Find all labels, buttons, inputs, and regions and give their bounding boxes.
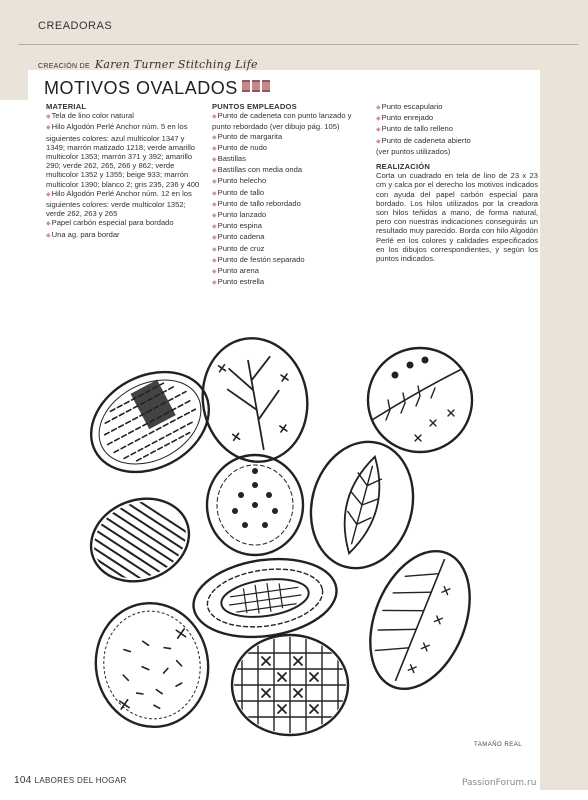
spool-icon bbox=[242, 80, 250, 92]
motif-seed-stitch-circle bbox=[86, 594, 218, 736]
spool-icon bbox=[252, 80, 260, 92]
motif-feather-oval bbox=[351, 536, 488, 703]
watermark: PassionForum.ru bbox=[462, 778, 537, 788]
credit-name: Karen Turner Stitching Life bbox=[94, 58, 258, 71]
realizacion-heading: REALIZACIÓN bbox=[376, 162, 431, 172]
punto-item: ◆ Punto helecho bbox=[212, 176, 372, 187]
punto-item: ◆ Bastillas bbox=[212, 154, 372, 165]
credit-line bbox=[38, 58, 258, 71]
punto-item: ◆ Bastillas con media onda bbox=[212, 165, 372, 176]
spool-icon bbox=[262, 80, 270, 92]
material-item: ◆ Tela de lino color natural bbox=[46, 111, 204, 122]
size-caption: TAMAÑO REAL bbox=[474, 742, 523, 748]
punto-item: ◆ Punto de nudo bbox=[212, 143, 372, 154]
credit-prefix: CREACIÓN DE bbox=[38, 63, 90, 70]
puntos-heading: PUNTOS EMPLEADOS bbox=[212, 102, 297, 111]
motif-knots-oval bbox=[207, 455, 303, 555]
punto-item: ◆ Punto de cadeneta con punto lanzado y punto rebordado (ver dibujo pág. 105) bbox=[212, 111, 372, 131]
page-number: 104 bbox=[14, 775, 32, 786]
puntos-column bbox=[212, 102, 372, 288]
punto-item: ◆ Punto de tallo bbox=[212, 188, 372, 199]
page-footer bbox=[14, 775, 127, 786]
side-band bbox=[540, 100, 588, 790]
material-heading: MATERIAL bbox=[46, 102, 87, 111]
magazine-name: LABORES DEL HOGAR bbox=[34, 776, 127, 785]
punto-item: ◆ Punto de tallo rebordado bbox=[212, 199, 372, 210]
puntos-note: (ver puntos utilizados) bbox=[376, 146, 451, 156]
motif-leaf-oval bbox=[297, 430, 427, 580]
realizacion-column bbox=[376, 102, 538, 263]
oval-motifs-illustration bbox=[80, 330, 500, 740]
material-item: ◆ Hilo Algodón Perlé Anchor núm. 5 en los siguientes colores: azul multicolor 1347 y 1349; marrón matizado 1218; verde amarillo multicolor 1353; marrón 371 y 392; amarillo 290; verde 262, 265, 266 y 862; verde multicolor 1352 y 1355; beige 933; marrón multicolor 1390; blanco 2; gris 235, 236 y 400 bbox=[46, 122, 204, 188]
punto-item: ◆ Punto espina bbox=[212, 221, 372, 232]
header-rule bbox=[18, 44, 578, 45]
realizacion-text: Corta un cuadrado en tela de lino de 23 x 23 cm y calca por el derecho los motivos indicados con ayuda del papel carbón especial para bordado. Los hilos utilizados por la creadora son hilos teñidos a mano, de forma natural, pero con nuestras indicaciones conseguirás un resultado muy parecido. Borda con hilo Algodón Perlé en los colores y calidades especificados en los dibujos correspondientes, y según los puntos indicados. bbox=[376, 171, 538, 264]
punto-item: ◆ Punto de festón separado bbox=[212, 255, 372, 266]
motif-fern-circle bbox=[368, 348, 472, 452]
punto-item: ◆ Punto de margarita bbox=[212, 132, 372, 143]
section-label: CREADORAS bbox=[38, 20, 113, 32]
motif-tree-oval bbox=[193, 330, 317, 470]
motif-concentric-oval bbox=[188, 550, 341, 645]
page-title: MOTIVOS OVALADOS bbox=[44, 78, 238, 98]
motif-running-stitch-oval bbox=[80, 352, 226, 491]
punto-item: ◆ Punto estrella bbox=[212, 277, 372, 288]
punto-item: ◆ Punto cadena bbox=[212, 232, 372, 243]
material-item: ◆ Una ag. para bordar bbox=[46, 230, 204, 241]
motif-cross-stitch-circle bbox=[230, 635, 350, 735]
punto-item: ◆ Punto escapulario bbox=[376, 102, 538, 113]
material-item: ◆ Papel carbón especial para bordado bbox=[46, 218, 204, 229]
punto-item: ◆ Punto enrejado bbox=[376, 113, 538, 124]
punto-item: ◆ Punto de cadeneta abierto bbox=[376, 136, 538, 147]
motif-striped-oval bbox=[80, 478, 219, 604]
punto-item: ◆ Punto de tallo relleno bbox=[376, 124, 538, 135]
punto-item: ◆ Punto de cruz bbox=[212, 244, 372, 255]
thread-spools-icon bbox=[242, 80, 270, 92]
punto-item: ◆ Punto arena bbox=[212, 266, 372, 277]
material-item: ◆ Hilo Algodón Perlé Anchor núm. 12 en los siguientes colores: verde multicolor 1352; verde 262, 263 y 265 bbox=[46, 189, 204, 219]
punto-item: ◆ Punto lanzado bbox=[212, 210, 372, 221]
material-column bbox=[46, 102, 204, 241]
